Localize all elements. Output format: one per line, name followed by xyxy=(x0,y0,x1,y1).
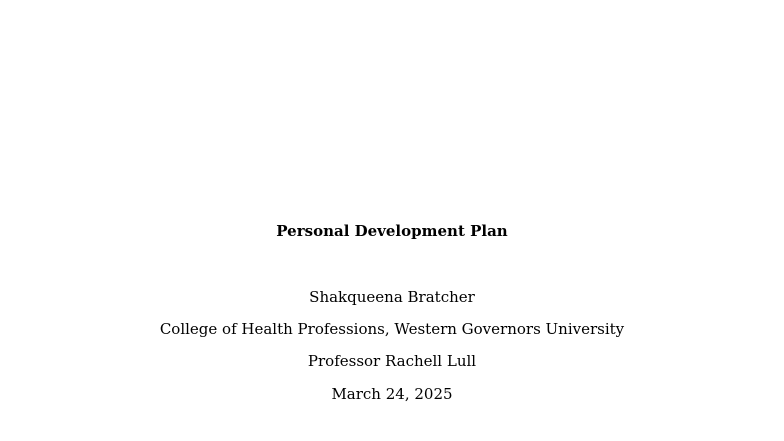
author-name: Shakqueena Bratcher xyxy=(309,288,475,306)
document-title: Personal Development Plan xyxy=(276,222,508,240)
institution-affiliation: College of Health Professions, Western Governors University xyxy=(159,320,625,338)
instructor-name: Professor Rachell Lull xyxy=(307,352,477,370)
submission-date: March 24, 2025 xyxy=(331,385,453,403)
